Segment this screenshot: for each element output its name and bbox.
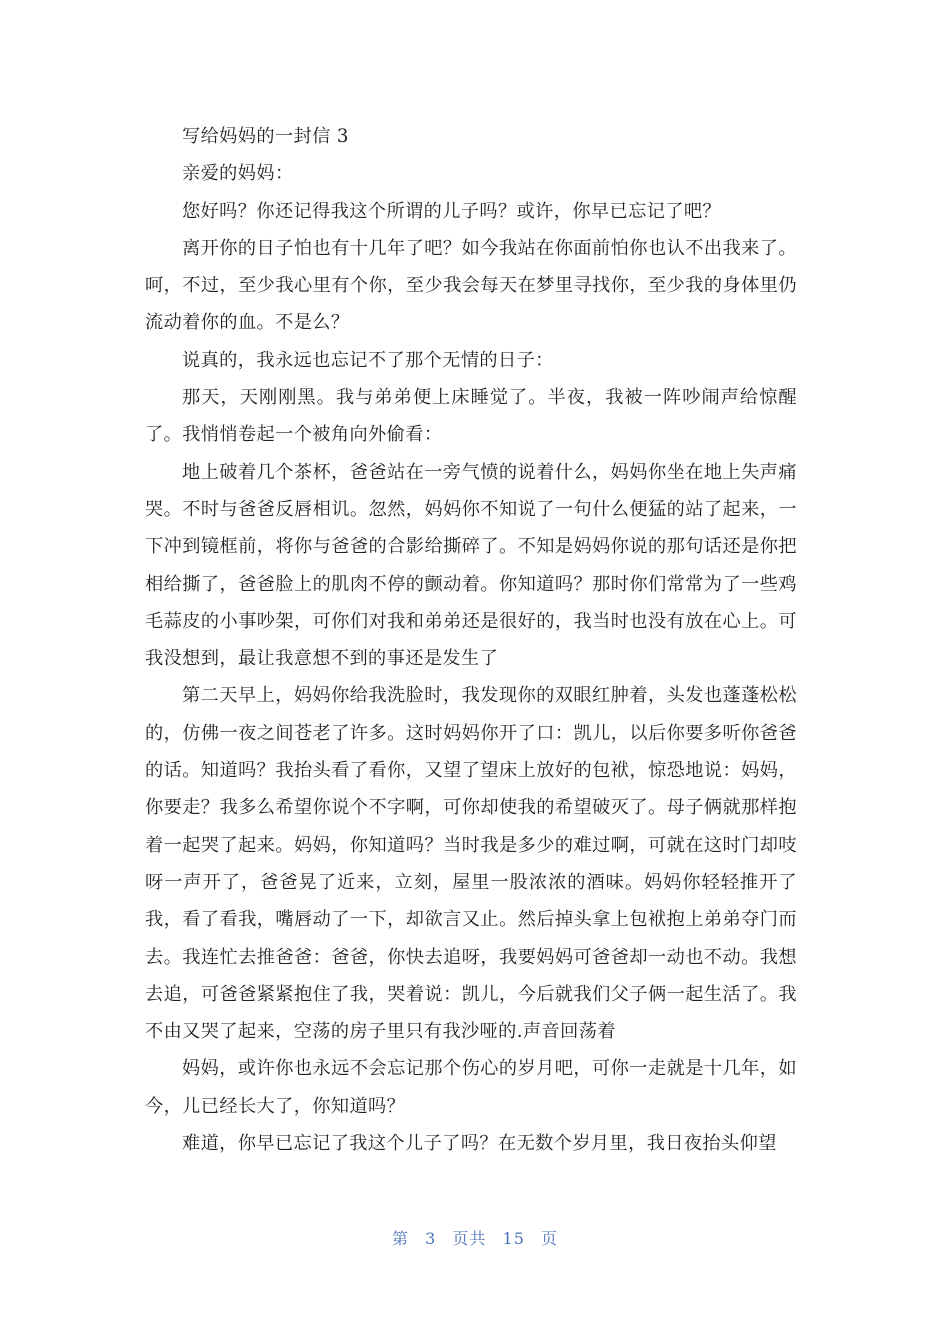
paragraph: 地上破着几个茶杯，爸爸站在一旁气愤的说着什么，妈妈你坐在地上失声痛哭。不时与爸爸反唇相讥。忽然，妈妈你不知说了一句什么便猛的站了起来，一下冲到镜框前，将你与爸爸的合影给撕碎了。不知是妈妈你说的那句话还是你把相给撕了，爸爸脸上的肌肉不停的颤动着。你知道吗？那时你们常常为了一些鸡毛蒜皮的小事吵架，可你们对我和弟弟还是很好的，我当时也没有放在心上。可我没想到，最让我意想不到的事还是发生了 <box>145 461 797 670</box>
paragraph: 离开你的日子怕也有十几年了吧？如今我站在你面前怕你也认不出我来了。呵，不过，至少我心里有个你，至少我会每天在梦里寻找你，至少我的身体里仍流动着你的血。不是么？ <box>145 237 797 334</box>
page-label-prefix: 第 <box>392 1229 410 1248</box>
paragraph: 说真的，我永远也忘记不了那个无情的日子： <box>182 349 554 371</box>
paragraph: 难道，你早已忘记了我这个儿子了吗？在无数个岁月里，我日夜抬头仰望 <box>182 1133 777 1155</box>
letter-salutation: 亲爱的妈妈： <box>182 163 294 185</box>
current-page-number: 3 <box>425 1229 437 1248</box>
document-body <box>145 118 797 1162</box>
letter-title: 写给妈妈的一封信 3 <box>182 126 349 147</box>
total-page-count: 15 <box>502 1229 525 1248</box>
page-number-footer <box>0 1226 950 1249</box>
paragraph: 妈妈，或许你也永远不会忘记那个伤心的岁月吧，可你一走就是十几年，如今，儿已经长大了，你知道吗？ <box>145 1058 797 1117</box>
paragraph: 那天，天刚刚黑。我与弟弟便上床睡觉了。半夜，我被一阵吵闹声给惊醒了。我悄悄卷起一个被角向外偷看： <box>145 387 797 446</box>
paragraph: 您好吗？你还记得我这个所谓的儿子吗？或许，你早已忘记了吧？ <box>182 200 722 222</box>
page-label-middle: 页共 <box>452 1229 487 1248</box>
page-label-suffix: 页 <box>540 1229 558 1248</box>
paragraph: 第二天早上，妈妈你给我洗脸时，我发现你的双眼红肿着，头发也蓬蓬松松的，仿佛一夜之间苍老了许多。这时妈妈你开了口：凯儿，以后你要多听你爸爸的话。知道吗？我抬头看了看你，又望了望床上放好的包袱，惊恐地说：妈妈，你要走？我多么希望你说个不字啊，可你却使我的希望破灭了。母子俩就那样抱着一起哭了起来。妈妈，你知道吗？当时我是多少的难过啊，可就在这时门却吱呀一声开了，爸爸晃了近来，立刻，屋里一股浓浓的酒味。妈妈你轻轻推开了我，看了看我，嘴唇动了一下，却欲言又止。然后掉头拿上包袱抱上弟弟夺门而去。我连忙去推爸爸：爸爸，你快去追呀，我要妈妈可爸爸却一动也不动。我想去追，可爸爸紧紧抱住了我，哭着说：凯儿，今后就我们父子俩一起生活了。我不由又哭了起来，空荡的房子里只有我沙哑的.声音回荡着 <box>145 685 797 1043</box>
